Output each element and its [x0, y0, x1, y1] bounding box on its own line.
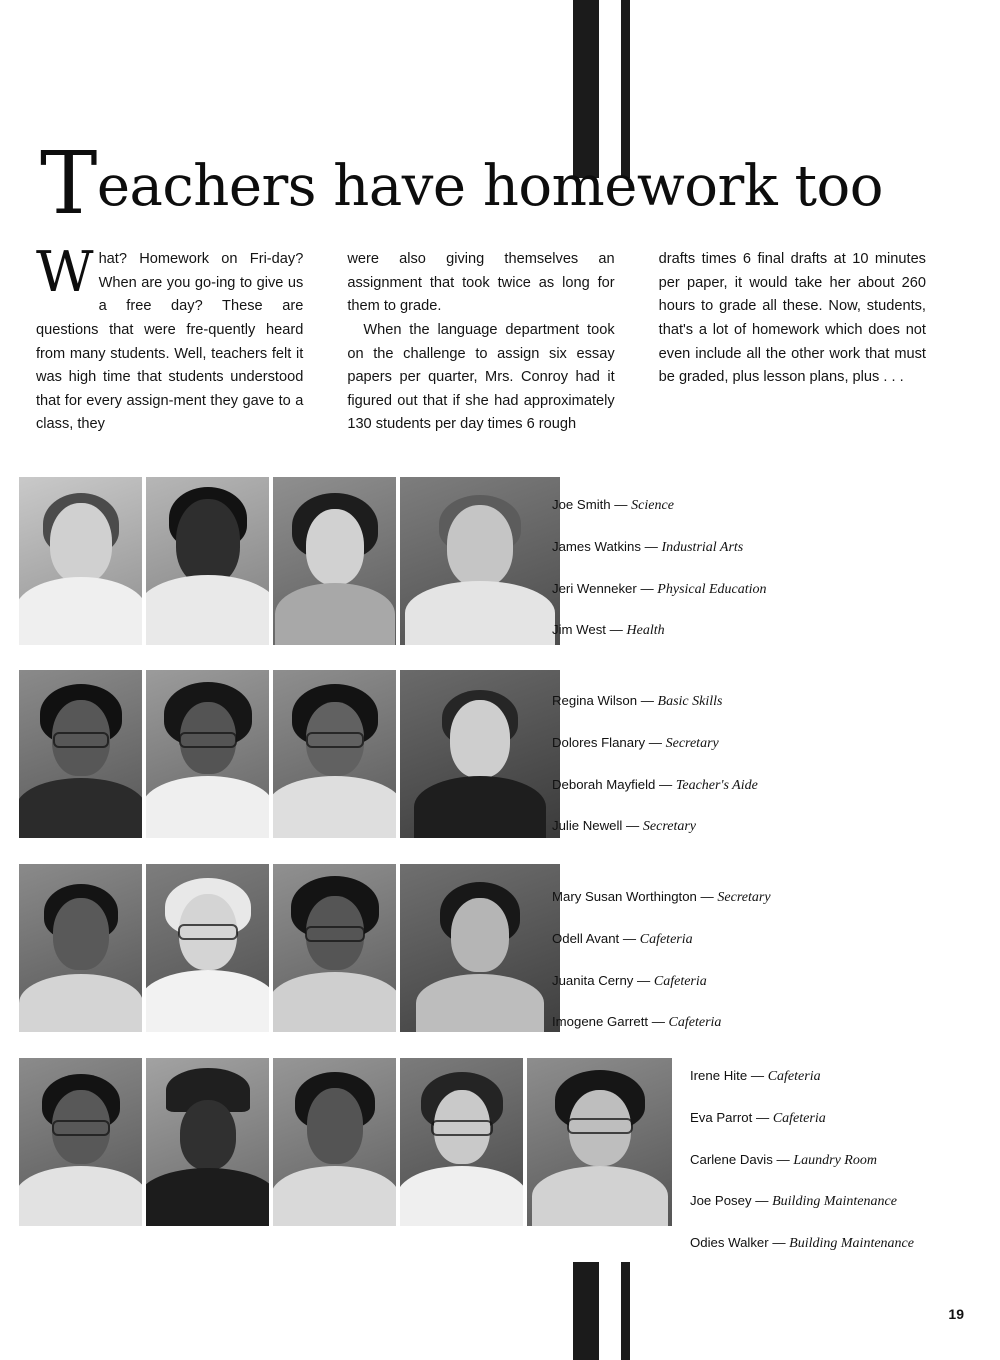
caption-item: Eva Parrot — Cafeteria [690, 1109, 826, 1126]
caption-item: Regina Wilson — Basic Skills [552, 693, 723, 709]
portrait-photo [400, 670, 560, 838]
article-body [36, 240, 926, 437]
portrait-photo [19, 670, 142, 838]
glasses-icon [53, 732, 109, 748]
caption-item: Jim West — Health [552, 622, 665, 639]
portrait-photo [146, 864, 269, 1032]
caption-item: Dolores Flanary — Secretary [552, 734, 719, 751]
portrait-photo [273, 477, 396, 645]
article-paragraph: drafts times 6 final drafts at 10 minutes per paper, it would take her about 260 hours to grade all these. Now, students, that's a lot of homework which does not even include all the other work that must be graded, plus lesson plans, plus . . . [658, 251, 926, 386]
photo-row-2 [19, 670, 560, 838]
article-paragraph: What? Homework on Fri-day? When are you go-ing to give us a free day? These are questions that were fre-quently heard from many students. Well, teachers felt it was high time that students understood that for every assign-ment they gave to a class, they [36, 240, 304, 433]
caption-item: Julie Newell — Secretary [552, 818, 697, 835]
glasses-icon [52, 1120, 110, 1136]
article-column-1 [36, 240, 304, 437]
article-paragraph: When the language department took on the challenge to assign six essay papers per quarter, Mrs. Conroy had it figured out that if she had approximately 130 students per day times 6 rough [347, 321, 615, 433]
caption-item: James Watkins — Industrial Arts [552, 538, 744, 555]
portrait-photo [19, 477, 142, 645]
photo-row-4 [19, 1058, 672, 1226]
caption-item: Deborah Mayfield — Teacher's Aide [552, 776, 758, 793]
portrait-photo [273, 1058, 396, 1226]
caption-item: Irene Hite — Cafeteria [690, 1068, 821, 1084]
caption-list-row-4 [690, 1068, 914, 1253]
glasses-icon [179, 732, 237, 748]
article-dropcap: W [36, 240, 94, 305]
glasses-icon [431, 1120, 493, 1136]
portrait-photo [273, 864, 396, 1032]
caption-item: Odies Walker — Building Maintenance [690, 1235, 914, 1252]
portrait-photo [400, 1058, 523, 1226]
headline-rest: eachers have homework too [96, 154, 883, 219]
caption-item: Imogene Garrett — Cafeteria [552, 1014, 722, 1031]
portrait-photo [19, 864, 142, 1032]
caption-list-row-3 [552, 889, 771, 1032]
photo-row-1 [19, 477, 560, 645]
bottom-decorative-bar-thin [621, 1262, 630, 1360]
caption-item: Juanita Cerny — Cafeteria [552, 972, 707, 989]
page-title [40, 134, 960, 234]
glasses-icon [178, 924, 238, 940]
caption-item: Jeri Wenneker — Physical Education [552, 580, 767, 597]
article-column-2 [347, 248, 614, 437]
bottom-decorative-bar-wide [573, 1262, 599, 1360]
article-column-3 [659, 248, 926, 437]
caption-item: Carlene Davis — Laundry Room [690, 1151, 877, 1168]
article-paragraph: were also giving themselves an assignment that took twice as long for them to grade. [347, 251, 615, 315]
caption-item: Odell Avant — Cafeteria [552, 930, 693, 947]
glasses-icon [305, 926, 365, 942]
caption-list-row-2 [552, 693, 758, 836]
caption-list-row-1 [552, 497, 767, 640]
caption-item: Mary Susan Worthington — Secretary [552, 889, 771, 905]
portrait-photo [146, 670, 269, 838]
portrait-photo [400, 864, 560, 1032]
photo-row-3 [19, 864, 560, 1032]
portrait-photo [273, 670, 396, 838]
portrait-photo [146, 477, 269, 645]
glasses-icon [306, 732, 364, 748]
portrait-photo [527, 1058, 672, 1226]
portrait-photo [146, 1058, 269, 1226]
portrait-photo [19, 1058, 142, 1226]
headline-initial: T [40, 134, 97, 234]
portrait-photo [400, 477, 560, 645]
page-number: 19 [948, 1306, 964, 1322]
caption-item: Joe Posey — Building Maintenance [690, 1193, 897, 1210]
caption-item: Joe Smith — Science [552, 497, 674, 513]
glasses-icon [567, 1118, 633, 1134]
